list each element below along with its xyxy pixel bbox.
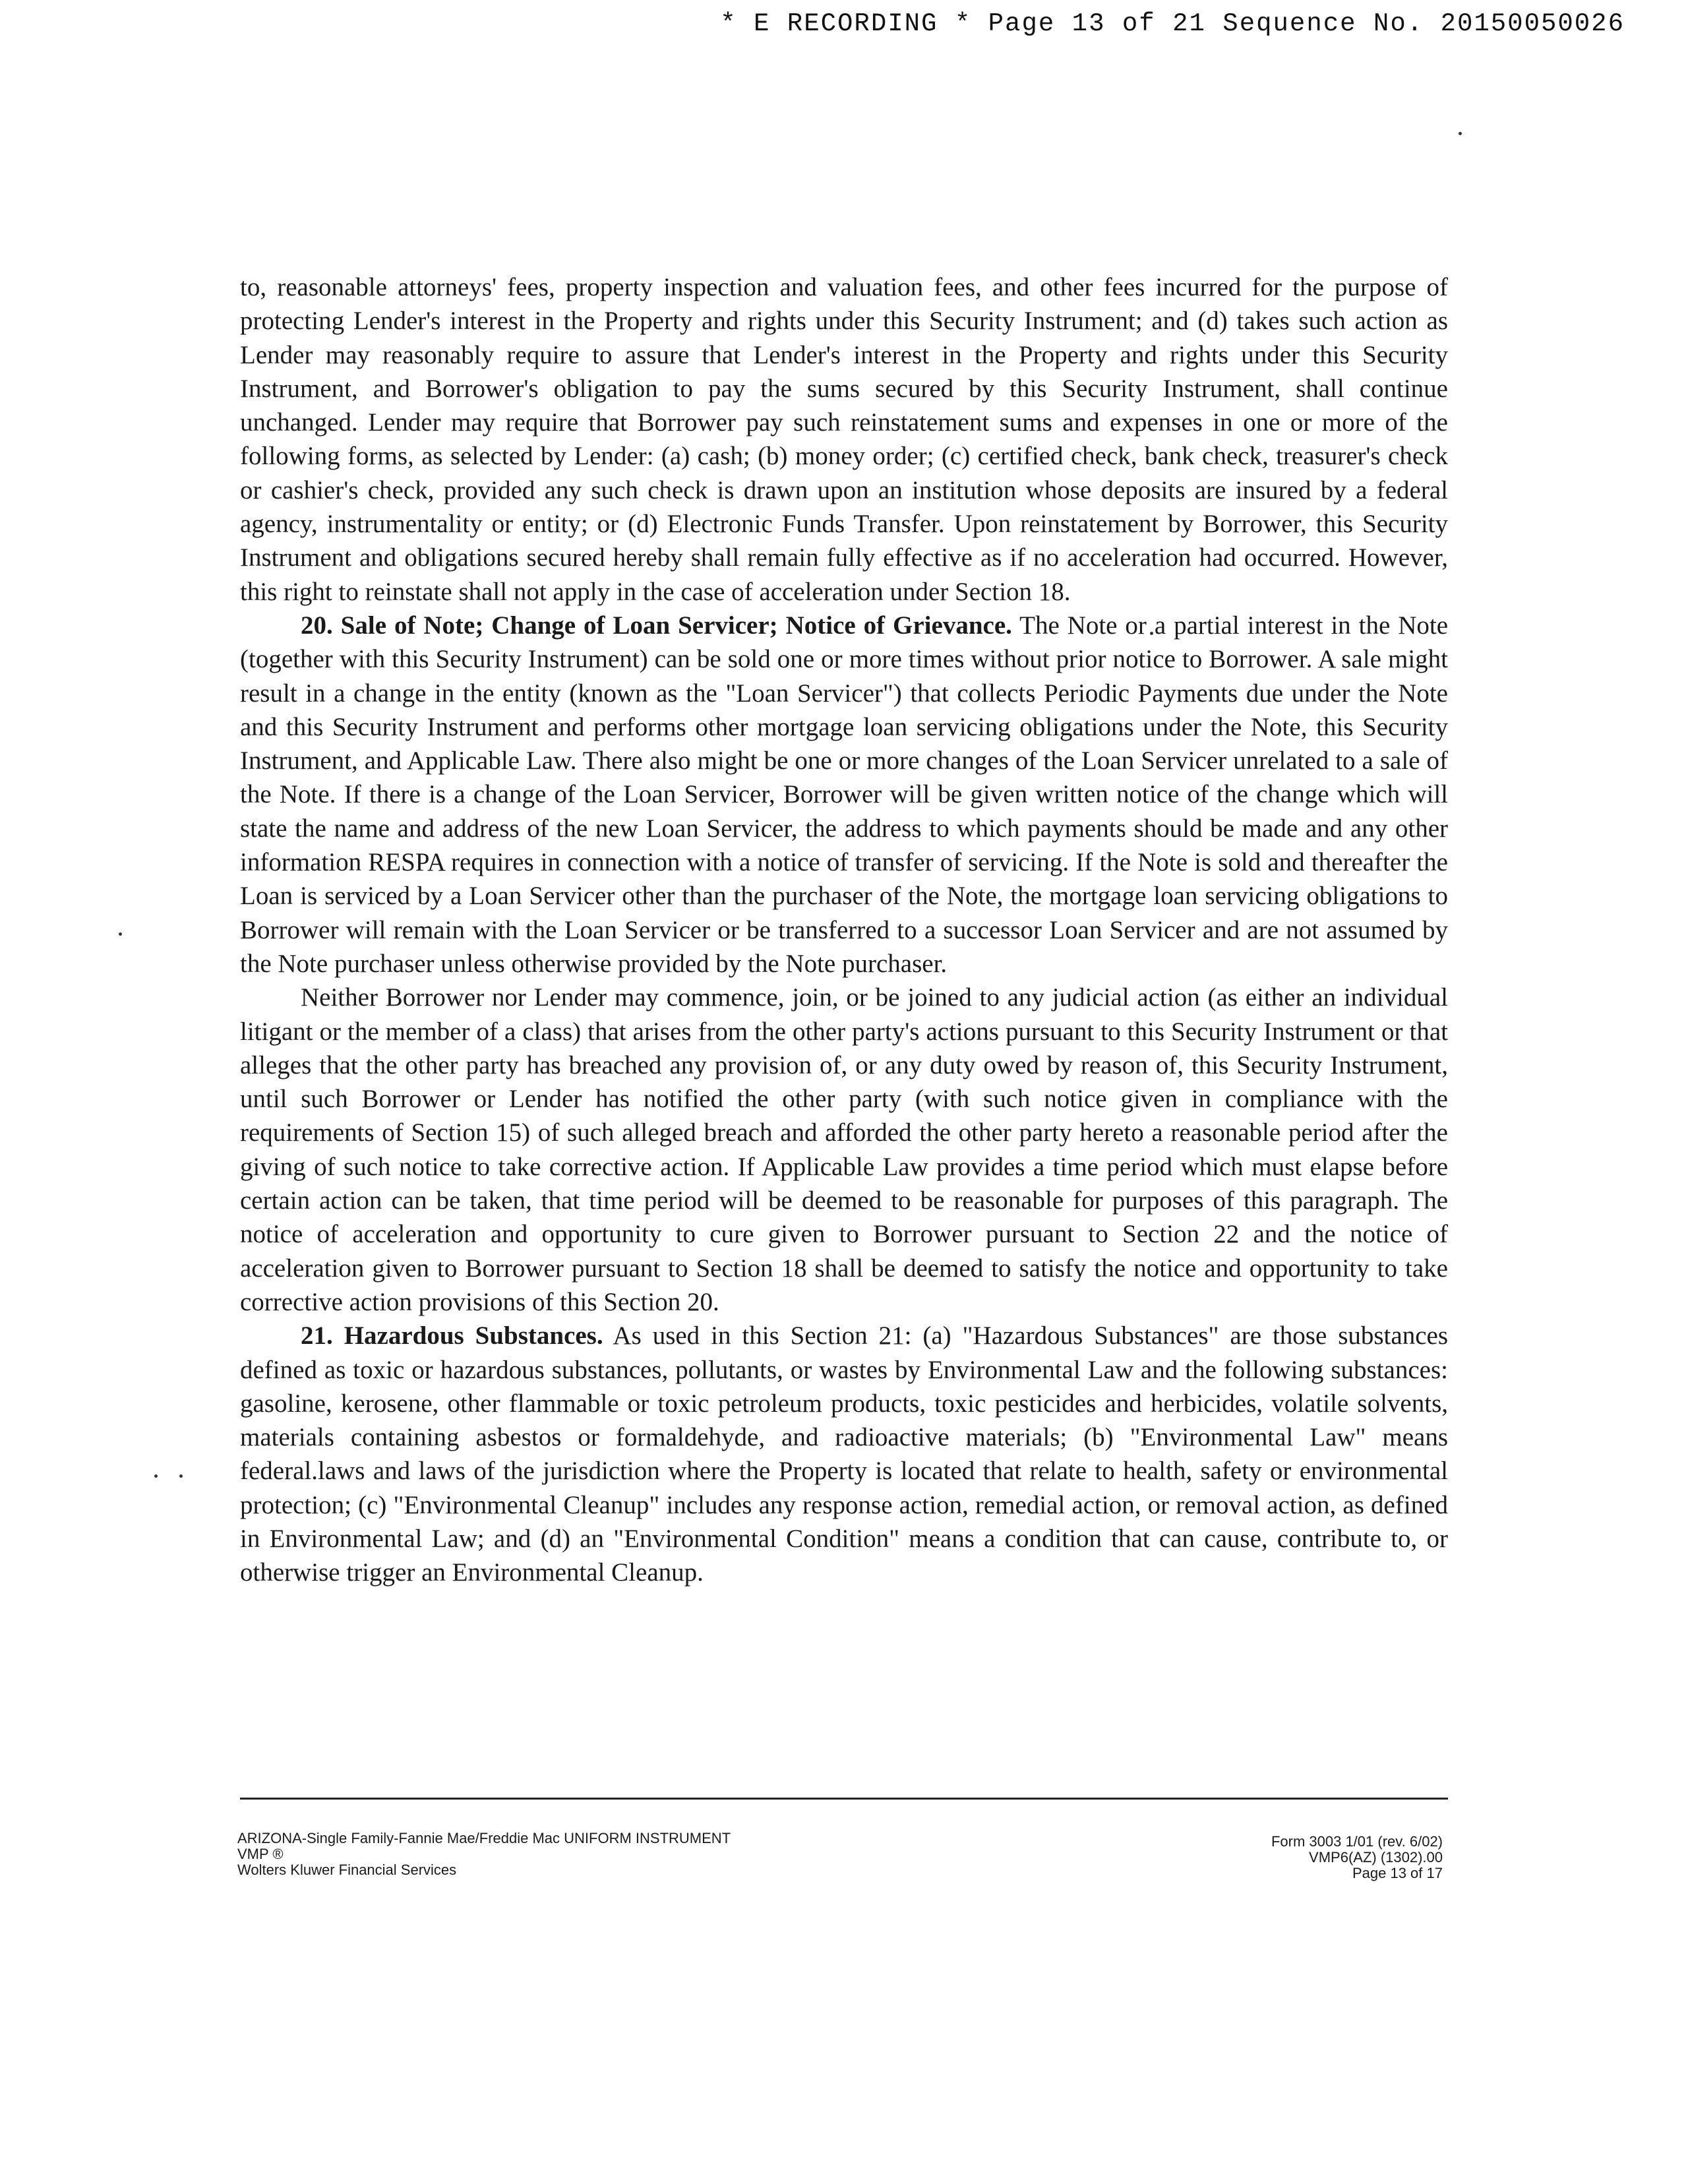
footer-instrument-title: ARIZONA-Single Family-Fannie Mae/Freddie Mac UNIFORM INSTRUMENT: [237, 1830, 731, 1846]
section-20-heading: 20. Sale of Note; Change of Loan Servicer; Notice of Grievance.: [301, 611, 1012, 640]
footer-right: [1271, 1834, 1443, 1881]
paragraph-section-20: [240, 609, 1448, 981]
paragraph-section-20-grievance: Neither Borrower nor Lender may commence, join, or be joined to any judicial action (as either an individual litigant or the member of a class) that arises from the other party's actions pursuant to this Security Instrument or that alleges that the other party has breached any provision of, or any duty owed by reason of, this Security Instrument, until such Borrower or Lender has notified the other party (with such notice given in compliance with the requirements of Section 15) of such alleged breach and afforded the other party hereto a reasonable period after the giving of such notice to take corrective action. If Applicable Law provides a time period which must elapse before certain action can be taken, that time period will be deemed to be reasonable for purposes of this paragraph. The notice of acceleration and opportunity to cure given to Borrower pursuant to Section 22 and the notice of acceleration given to Borrower pursuant to Section 18 shall be deemed to satisfy the notice and opportunity to take corrective action provisions of this Section 20.: [240, 983, 1448, 1316]
scan-speck: [119, 932, 122, 936]
paragraph-section-21: [240, 1319, 1448, 1589]
footer-publisher: Wolters Kluwer Financial Services: [237, 1862, 457, 1878]
footer-page-number: Page 13 of 17: [1352, 1865, 1443, 1881]
section-21-text: As used in this Section 21: (a) "Hazardous Substances" are those substances defined as toxic or hazardous substances, pollutants, or wastes by Environmental Law and the following substances: gasoline, kerosene, other flammable or toxic petroleum products, toxic pesticides and herbicides, volatile solvents, materials containing asbestos or formaldehyde, and radioactive materials; (b) "Environmental Law" means federal.laws and laws of the jurisdiction where the Property is located that relate to health, safety or environmental protection; (c) "Environmental Cleanup" includes any response action, remedial action, or removal action, as defined in Environmental Law; and (d) an "Environmental Condition" means a condition that can cause, contribute to, or otherwise trigger an Environmental Cleanup.: [240, 1321, 1449, 1587]
section-20-text: The Note or a partial interest in the Note (together with this Security Instrument) can be sold one or more times without prior notice to Borrower. A sale might result in a change in the entity (known as the "Loan Servicer") that collects Periodic Payments due under the Note and this Security Instrument and performs other mortgage loan servicing obligations under the Note, this Security Instrument, and Applicable Law. There also might be one or more changes of the Loan Servicer unrelated to a sale of the Note. If there is a change of the Loan Servicer, Borrower will be given written notice of the change which will state the name and address of the new Loan Servicer, the address to which payments should be made and any other information RESPA requires in connection with a notice of transfer of servicing. If the Note is sold and thereafter the Loan is serviced by a Loan Servicer other than the purchaser of the Note, the mortgage loan servicing obligations to Borrower will remain with the Loan Servicer or be transferred to a successor Loan Servicer and are not assumed by the Note purchaser unless otherwise provided by the Note purchaser.: [240, 611, 1449, 978]
footer-vmp-mark: VMP ®: [237, 1846, 284, 1862]
scan-speck: [179, 1474, 183, 1478]
footer-form-number: Form 3003 1/01 (rev. 6/02): [1271, 1833, 1443, 1850]
document-body: [240, 270, 1448, 1590]
footer-divider: [240, 1798, 1448, 1800]
footer-left: [237, 1831, 731, 1878]
recording-header: * E RECORDING * Page 13 of 21 Sequence No. 20150050026: [720, 9, 1625, 38]
section-21-heading: 21. Hazardous Substances.: [301, 1321, 603, 1350]
scan-speck: [154, 1474, 158, 1478]
scan-speck: [1459, 132, 1462, 135]
footer-vmp-code: VMP6(AZ) (1302).00: [1309, 1849, 1443, 1866]
paragraph-continuation: to, reasonable attorneys' fees, property inspection and valuation fees, and other fees incurred for the purpose of protecting Lender's interest in the Property and rights under this Security Instrument; and (d) takes such action as Lender may reasonably require to assure that Lender's interest in the Property and rights under this Security Instrument, and Borrower's obligation to pay the sums secured by this Security Instrument, shall continue unchanged. Lender may require that Borrower pay such reinstatement sums and expenses in one or more of the following forms, as selected by Lender: (a) cash; (b) money order; (c) certified check, bank check, treasurer's check or cashier's check, provided any such check is drawn upon an institution whose deposits are insured by a federal agency, instrumentality or entity; or (d) Electronic Funds Transfer. Upon reinstatement by Borrower, this Security Instrument and obligations secured hereby shall remain fully effective as if no acceleration had occurred. However, this right to reinstate shall not apply in the case of acceleration under Section 18.: [240, 273, 1448, 606]
